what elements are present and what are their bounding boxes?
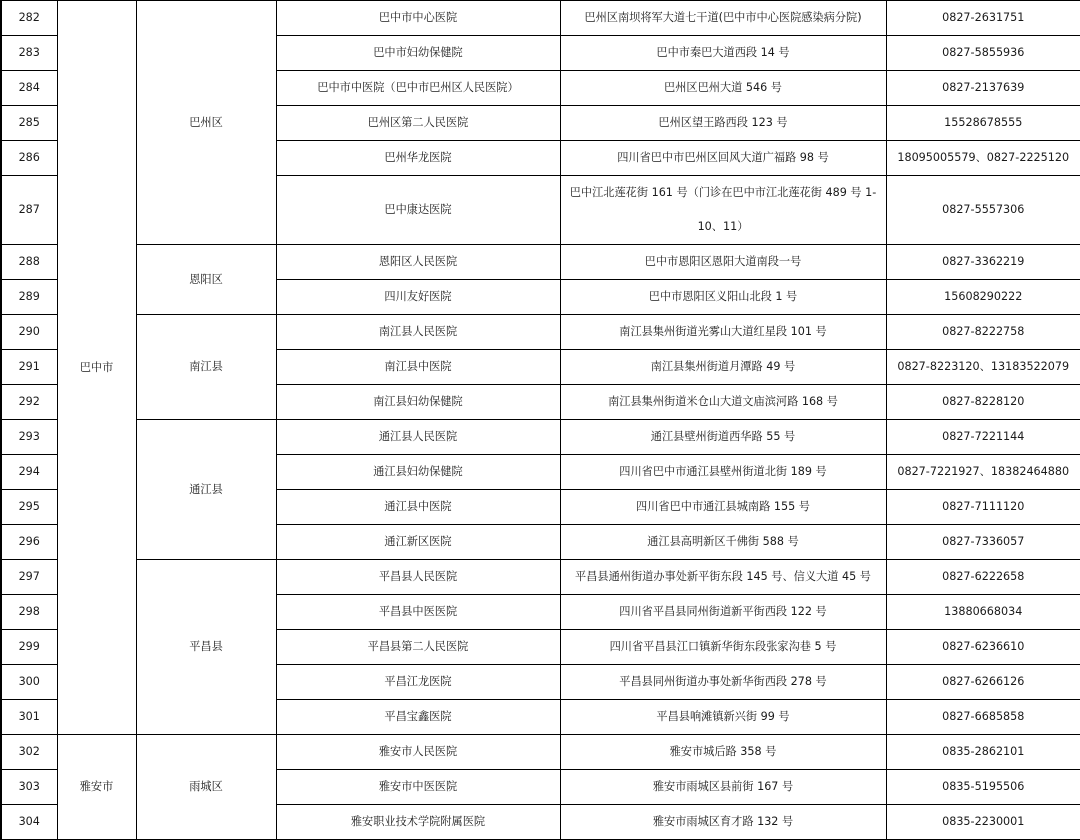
phone-cell: 0827-8228120 [886, 385, 1080, 420]
table-row [1, 315, 1080, 350]
phone-cell: 0827-2137639 [886, 71, 1080, 106]
hospital-name-cell: 恩阳区人民医院 [276, 245, 560, 280]
phone-cell: 13880668034 [886, 595, 1080, 630]
hospital-name-cell: 通江县人民医院 [276, 420, 560, 455]
hospital-name-cell: 平昌宝鑫医院 [276, 700, 560, 735]
hospital-name-cell: 平昌县第二人民医院 [276, 630, 560, 665]
row-number-cell: 303 [1, 770, 57, 805]
table-row [1, 560, 1080, 595]
district-cell: 平昌县 [136, 560, 276, 735]
phone-cell: 0827-7221927、18382464880 [886, 455, 1080, 490]
address-cell: 四川省巴中市通江县壁州街道北街 189 号 [560, 455, 886, 490]
hospital-name-cell: 南江县中医院 [276, 350, 560, 385]
address-cell: 四川省巴中市巴州区回风大道广福路 98 号 [560, 141, 886, 176]
district-cell: 南江县 [136, 315, 276, 420]
hospital-name-cell: 雅安市人民医院 [276, 735, 560, 770]
phone-cell: 0827-6222658 [886, 560, 1080, 595]
row-number-cell: 301 [1, 700, 57, 735]
row-number-cell: 285 [1, 106, 57, 141]
district-cell: 恩阳区 [136, 245, 276, 315]
phone-cell: 0827-8223120、13183522079 [886, 350, 1080, 385]
row-number-cell: 288 [1, 245, 57, 280]
address-cell: 雅安市城后路 358 号 [560, 735, 886, 770]
address-cell: 平昌县同州街道办事处新华街西段 278 号 [560, 665, 886, 700]
row-number-cell: 283 [1, 36, 57, 71]
hospital-name-cell: 平昌县人民医院 [276, 560, 560, 595]
hospital-name-cell: 南江县妇幼保健院 [276, 385, 560, 420]
address-cell: 巴州区巴州大道 546 号 [560, 71, 886, 106]
hospital-name-cell: 巴中市妇幼保健院 [276, 36, 560, 71]
address-cell: 平昌县通州街道办事处新平街东段 145 号、信义大道 45 号 [560, 560, 886, 595]
row-number-cell: 297 [1, 560, 57, 595]
hospital-name-cell: 巴州区第二人民医院 [276, 106, 560, 141]
row-number-cell: 284 [1, 71, 57, 106]
row-number-cell: 293 [1, 420, 57, 455]
phone-cell: 0835-2862101 [886, 735, 1080, 770]
phone-cell: 0827-7336057 [886, 525, 1080, 560]
hospital-name-cell: 巴中康达医院 [276, 176, 560, 245]
phone-cell: 0827-5557306 [886, 176, 1080, 245]
row-number-cell: 289 [1, 280, 57, 315]
phone-cell: 0835-2230001 [886, 805, 1080, 840]
phone-cell: 15608290222 [886, 280, 1080, 315]
table-row [1, 1, 1080, 36]
row-number-cell: 299 [1, 630, 57, 665]
table-row [1, 245, 1080, 280]
hospital-name-cell: 巴州华龙医院 [276, 141, 560, 176]
phone-cell: 0827-2631751 [886, 1, 1080, 36]
row-number-cell: 282 [1, 1, 57, 36]
phone-cell: 0827-7221144 [886, 420, 1080, 455]
address-cell: 巴州区望王路西段 123 号 [560, 106, 886, 141]
address-cell: 巴州区南坝将军大道七干道(巴中市中心医院感染病分院) [560, 1, 886, 36]
hospital-name-cell: 通江新区医院 [276, 525, 560, 560]
address-cell: 南江县集州街道月潭路 49 号 [560, 350, 886, 385]
city-cell: 雅安市 [57, 735, 136, 840]
hospital-name-cell: 雅安职业技术学院附属医院 [276, 805, 560, 840]
hospital-name-cell: 通江县中医院 [276, 490, 560, 525]
phone-cell: 0827-5855936 [886, 36, 1080, 71]
address-cell: 巴中江北莲花街 161 号（门诊在巴中市江北莲花街 489 号 1-10、11） [560, 176, 886, 245]
row-number-cell: 304 [1, 805, 57, 840]
address-cell: 雅安市雨城区育才路 132 号 [560, 805, 886, 840]
hospital-name-cell: 巴中市中心医院 [276, 1, 560, 36]
hospital-name-cell: 四川友好医院 [276, 280, 560, 315]
row-number-cell: 290 [1, 315, 57, 350]
address-cell: 南江县集州街道光雾山大道红星段 101 号 [560, 315, 886, 350]
phone-cell: 0827-8222758 [886, 315, 1080, 350]
district-cell: 巴州区 [136, 1, 276, 245]
district-cell: 雨城区 [136, 735, 276, 840]
address-cell: 巴中市恩阳区恩阳大道南段一号 [560, 245, 886, 280]
phone-cell: 0827-7111120 [886, 490, 1080, 525]
row-number-cell: 298 [1, 595, 57, 630]
hospital-name-cell: 南江县人民医院 [276, 315, 560, 350]
address-cell: 四川省平昌县江口镇新华街东段张家沟巷 5 号 [560, 630, 886, 665]
row-number-cell: 286 [1, 141, 57, 176]
address-cell: 四川省平昌县同州街道新平街西段 122 号 [560, 595, 886, 630]
address-cell: 通江县壁州街道西华路 55 号 [560, 420, 886, 455]
address-cell: 雅安市雨城区县前街 167 号 [560, 770, 886, 805]
hospital-name-cell: 通江县妇幼保健院 [276, 455, 560, 490]
hospital-name-cell: 雅安市中医医院 [276, 770, 560, 805]
address-cell: 南江县集州街道米仓山大道文庙滨河路 168 号 [560, 385, 886, 420]
row-number-cell: 300 [1, 665, 57, 700]
phone-cell: 0827-3362219 [886, 245, 1080, 280]
hospital-table-body [1, 1, 1080, 840]
phone-cell: 18095005579、0827-2225120 [886, 141, 1080, 176]
hospital-name-cell: 巴中市中医院（巴中市巴州区人民医院） [276, 71, 560, 106]
row-number-cell: 294 [1, 455, 57, 490]
address-cell: 平昌县响滩镇新兴街 99 号 [560, 700, 886, 735]
phone-cell: 15528678555 [886, 106, 1080, 141]
phone-cell: 0827-6266126 [886, 665, 1080, 700]
district-cell: 通江县 [136, 420, 276, 560]
address-cell: 巴中市恩阳区义阳山北段 1 号 [560, 280, 886, 315]
hospital-name-cell: 平昌县中医医院 [276, 595, 560, 630]
phone-cell: 0827-6685858 [886, 700, 1080, 735]
row-number-cell: 292 [1, 385, 57, 420]
row-number-cell: 295 [1, 490, 57, 525]
row-number-cell: 287 [1, 176, 57, 245]
row-number-cell: 296 [1, 525, 57, 560]
row-number-cell: 291 [1, 350, 57, 385]
hospital-name-cell: 平昌江龙医院 [276, 665, 560, 700]
phone-cell: 0835-5195506 [886, 770, 1080, 805]
city-cell: 巴中市 [57, 1, 136, 735]
address-cell: 巴中市秦巴大道西段 14 号 [560, 36, 886, 71]
phone-cell: 0827-6236610 [886, 630, 1080, 665]
address-cell: 四川省巴中市通江县城南路 155 号 [560, 490, 886, 525]
table-row [1, 420, 1080, 455]
table-row [1, 735, 1080, 770]
row-number-cell: 302 [1, 735, 57, 770]
address-cell: 通江县高明新区千佛街 588 号 [560, 525, 886, 560]
